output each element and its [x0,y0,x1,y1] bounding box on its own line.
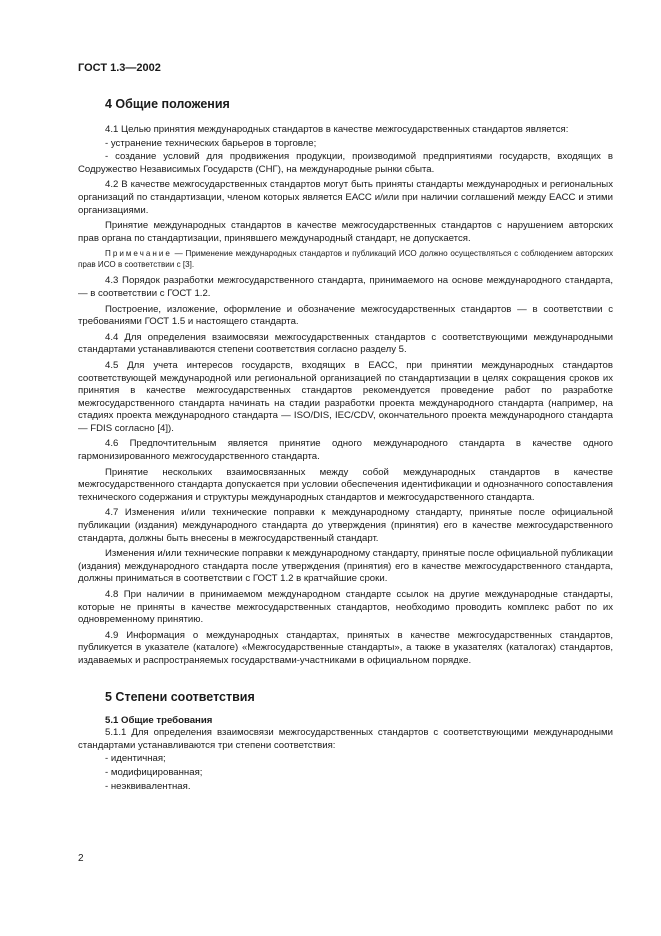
paragraph-5-1-1: 5.1.1 Для определения взаимосвязи межгосударственных стандартов с соответствующими международными стандартами устанавливаются три степени соответствия: [78,727,613,751]
paragraph-4-3b: Построение, изложение, оформление и обозначение межгосударственных стандартов — в соответствии с требованиями ГОСТ 1.5 и настоящего стандарта. [78,303,613,328]
paragraph-4-7: 4.7 Изменения и/или технические поправки к международному стандарту, принятые после официальной публикации (издания) международного стандарта до утверждения (принятия) его в качестве межгосударственного стандарта, должны быть внесены в межгосударственный стандарт. [78,507,613,544]
paragraph-4-5: 4.5 Для учета интересов государств, входящих в ЕАСС, при принятии международных стандартов соответствующей международной или региональной организацией по стандартизации в целях сокращения сроков их принятия в качестве межгосударственных стандартов рекомендуется проведение работ по разработке межгосударственного стандарта начинать на стадии разработки проекта международного стандарта (например, на стадиях проекта международного стандарта — ISO/DIS, IEC/CDV, окончательного проекта международного стандарта — FDIS согласно [4]). [78,359,613,434]
list-item: - неэквивалентная. [105,780,191,792]
paragraph-4-2: 4.2 В качестве межгосударственных стандартов могут быть приняты стандарты международных и региональных организаций по стандартизации, членом которых является ЕАСС и/или при наличии соглашений между ЕАСС и этими организациями. [78,179,613,216]
paragraph-4-3: 4.3 Порядок разработки межгосударственного стандарта, принимаемого на основе международного стандарта, — в соответствии с ГОСТ 1.2. [78,275,613,299]
paragraph-4-8: 4.8 При наличии в принимаемом международном стандарте ссылок на другие международные стандарты, которые не приняты в качестве межгосударственных стандартов, необходимо проводить комплекс работ по их одновременному принятию. [78,589,613,626]
paragraph-4-9: 4.9 Информация о международных стандартах, принятых в качестве межгосударственных стандартов, публикуется в указателе (каталоге) «Межгосударственные стандарты», а также в указателях (каталогах) стандартов, издаваемых и распространяемых государствами-участниками в официальном порядке. [78,629,613,666]
document-body [78,96,613,794]
section-4-title: 4 Общие положения [105,97,230,111]
list-item: - создание условий для продвижения продукции, производимой предприятиями государств, входящих в Содружество Независимых Государств (СНГ), на международные рынки сбыта. [78,151,613,175]
section-5-title: 5 Степени соответствия [105,689,255,704]
paragraph-4-4: 4.4 Для определения взаимосвязи межгосударственных стандартов с соответствующими международными стандартами устанавливаются степени соответствия согласно разделу 5. [78,331,613,356]
paragraph-4-1: 4.1 Целью принятия международных стандартов в качестве межгосударственных стандартов является: [105,124,569,135]
paragraph-4-6b: Принятие нескольких взаимосвязанных между собой международных стандартов в качестве межгосударственного стандарта допускается при условии обеспечения идентификации и однозначного сопоставления технического содержания и структуры международных стандартов и межгосударственного стандарта. [78,466,613,503]
list-item: - устранение технических барьеров в торговле; [105,137,317,149]
subsection-5-1-title: 5.1 Общие требования [105,714,213,726]
list-item: - модифицированная; [105,766,203,778]
note-label: Примечание [105,249,172,259]
list-item: - идентичная; [105,753,166,765]
paragraph-4-7b: Изменения и/или технические поправки к международному стандарту, принятые после официальной публикации (издания) международного стандарта после утверждения (принятия) его в качестве межгосударственного стандарта, должны приниматься в соответствии с ГОСТ 1.2 в кратчайшие сроки. [78,548,613,585]
note-text: — Применение международных стандартов и публикаций ИСО должно осуществляться с соблюдением авторских прав ИСО в соответствии с [3]. [78,249,613,270]
paragraph-4-6: 4.6 Предпочтительным является принятие одного международного стандарта в качестве одного гармонизированного межгосударственного стандарта. [78,438,613,463]
document-header: ГОСТ 1.3—2002 [78,62,161,74]
page-number: 2 [78,853,84,864]
paragraph-4-2b: Принятие международных стандартов в качестве межгосударственных стандартов с нарушением авторских прав органа по стандартизации, принявшего международный стандарт, не допускается. [78,220,613,244]
note [78,248,613,270]
